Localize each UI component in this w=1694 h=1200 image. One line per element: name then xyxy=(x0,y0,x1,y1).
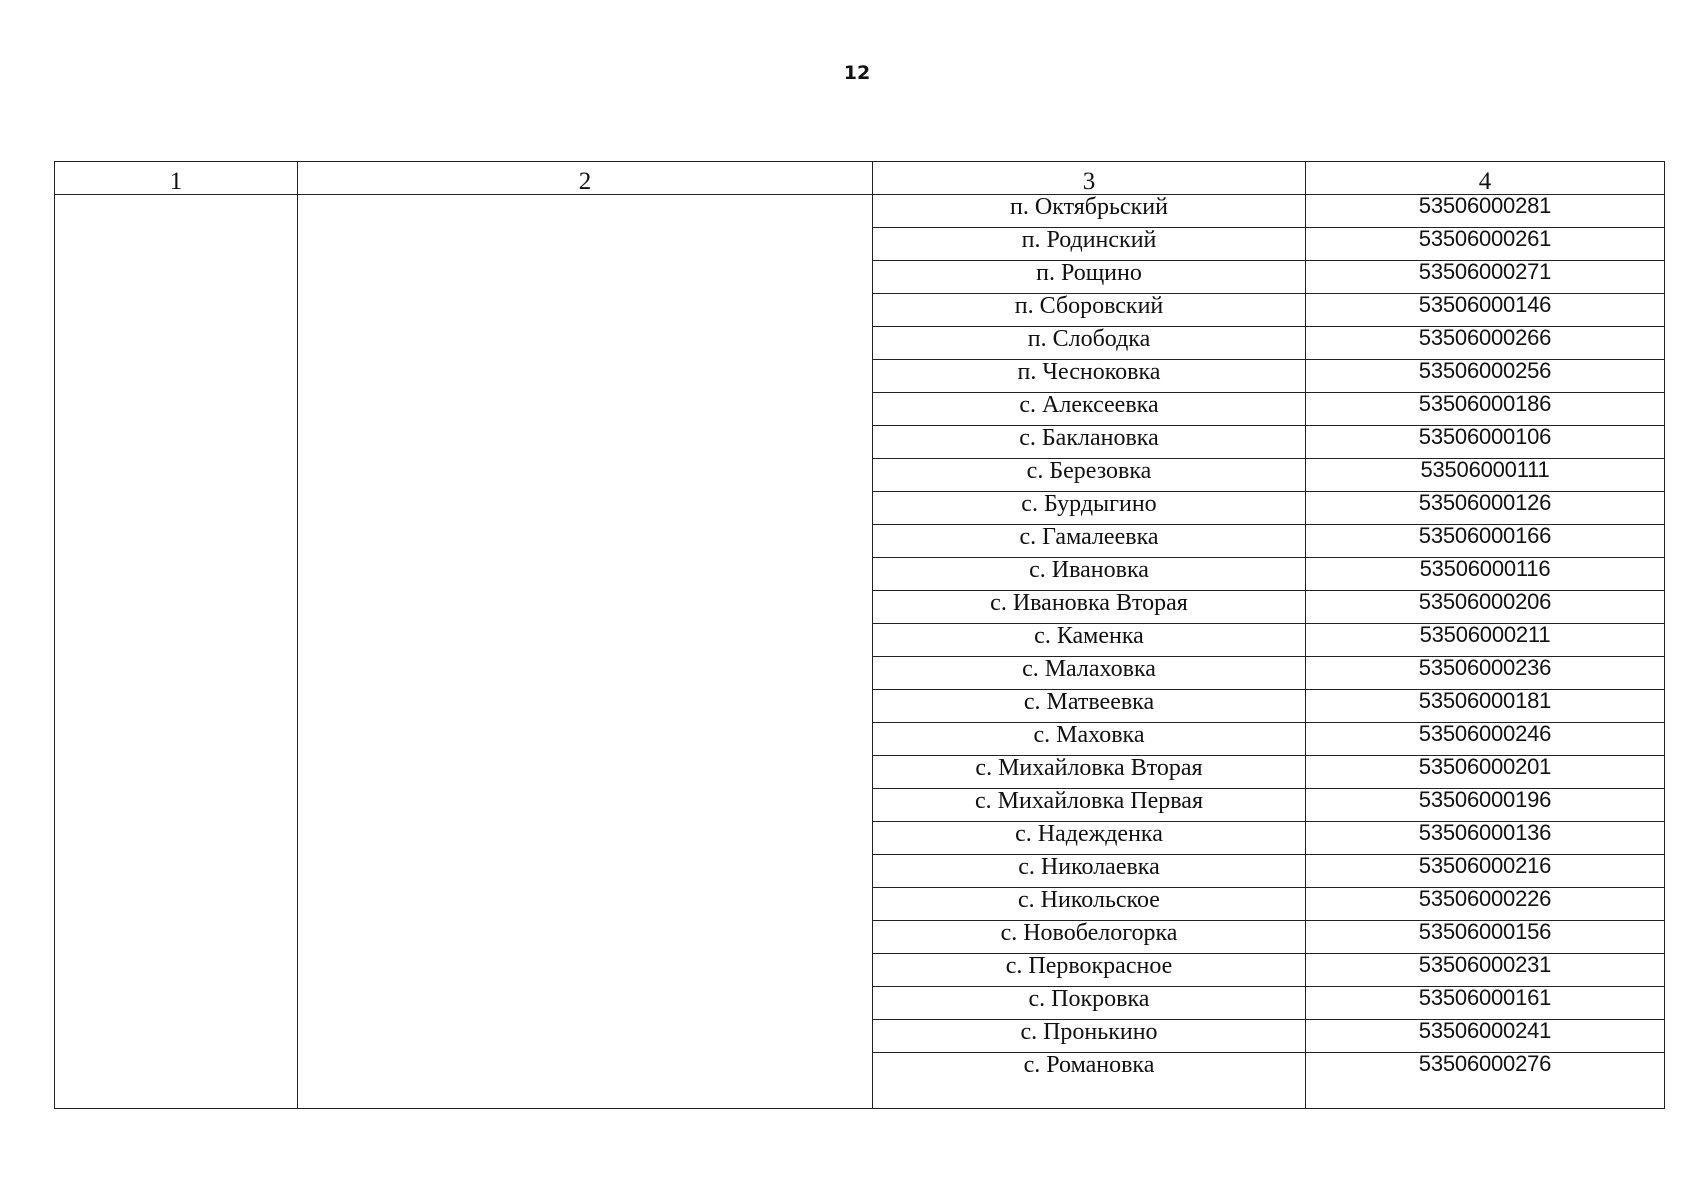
settlement-name: п. Рощино xyxy=(873,261,1306,294)
settlement-name: с. Алексеевка xyxy=(873,393,1306,426)
settlement-code: 53506000196 xyxy=(1306,789,1665,822)
page-number: 12 xyxy=(843,62,871,84)
settlement-code: 53506000146 xyxy=(1306,294,1665,327)
settlement-name: п. Сборовский xyxy=(873,294,1306,327)
settlement-code: 53506000126 xyxy=(1306,492,1665,525)
settlement-code: 53506000256 xyxy=(1306,360,1665,393)
settlement-name: с. Михайловка Первая xyxy=(873,789,1306,822)
settlement-code: 53506000261 xyxy=(1306,228,1665,261)
settlement-name: с. Новобелогорка xyxy=(873,921,1306,954)
settlement-code: 53506000106 xyxy=(1306,426,1665,459)
column-header-3: 3 xyxy=(873,162,1306,195)
settlement-name: с. Пронькино xyxy=(873,1020,1306,1053)
settlement-name: с. Романовка xyxy=(873,1053,1306,1109)
settlement-code: 53506000281 xyxy=(1306,195,1665,228)
settlement-name: с. Каменка xyxy=(873,624,1306,657)
settlement-code: 53506000186 xyxy=(1306,393,1665,426)
column-2-cell xyxy=(298,195,873,1109)
settlement-code: 53506000111 xyxy=(1306,459,1665,492)
settlement-name: с. Матвеевка xyxy=(873,690,1306,723)
settlement-name: с. Первокрасное xyxy=(873,954,1306,987)
settlement-name: п. Октябрьский xyxy=(873,195,1306,228)
settlement-code: 53506000276 xyxy=(1306,1053,1665,1109)
settlement-name: с. Ивановка xyxy=(873,558,1306,591)
settlement-name: с. Ивановка Вторая xyxy=(873,591,1306,624)
settlement-code: 53506000166 xyxy=(1306,525,1665,558)
settlement-code: 53506000181 xyxy=(1306,690,1665,723)
settlement-name: п. Слободка xyxy=(873,327,1306,360)
settlement-name: п. Чесноковка xyxy=(873,360,1306,393)
settlement-code: 53506000216 xyxy=(1306,855,1665,888)
settlement-code: 53506000206 xyxy=(1306,591,1665,624)
column-header-4: 4 xyxy=(1306,162,1665,195)
settlement-code: 53506000236 xyxy=(1306,657,1665,690)
settlement-code: 53506000211 xyxy=(1306,624,1665,657)
settlement-code: 53506000201 xyxy=(1306,756,1665,789)
settlement-name: с. Михайловка Вторая xyxy=(873,756,1306,789)
table-row xyxy=(55,195,1665,228)
column-header-1: 1 xyxy=(55,162,298,195)
settlement-code: 53506000231 xyxy=(1306,954,1665,987)
settlement-code: 53506000161 xyxy=(1306,987,1665,1020)
settlement-code: 53506000226 xyxy=(1306,888,1665,921)
settlements-table xyxy=(54,161,1665,1109)
settlement-code: 53506000241 xyxy=(1306,1020,1665,1053)
settlement-name: п. Родинский xyxy=(873,228,1306,261)
column-1-cell xyxy=(55,195,298,1109)
settlement-code: 53506000271 xyxy=(1306,261,1665,294)
settlement-code: 53506000116 xyxy=(1306,558,1665,591)
settlement-name: с. Никольское xyxy=(873,888,1306,921)
settlement-name: с. Маховка xyxy=(873,723,1306,756)
column-header-2: 2 xyxy=(298,162,873,195)
settlement-name: с. Бурдыгино xyxy=(873,492,1306,525)
settlement-name: с. Гамалеевка xyxy=(873,525,1306,558)
settlement-name: с. Николаевка xyxy=(873,855,1306,888)
settlement-code: 53506000266 xyxy=(1306,327,1665,360)
settlement-name: с. Малаховка xyxy=(873,657,1306,690)
settlement-code: 53506000136 xyxy=(1306,822,1665,855)
settlement-name: с. Баклановка xyxy=(873,426,1306,459)
header-row xyxy=(55,162,1665,195)
settlement-name: с. Березовка xyxy=(873,459,1306,492)
table-body xyxy=(55,195,1665,1109)
settlement-code: 53506000246 xyxy=(1306,723,1665,756)
settlement-code: 53506000156 xyxy=(1306,921,1665,954)
settlement-name: с. Надежденка xyxy=(873,822,1306,855)
settlement-name: с. Покровка xyxy=(873,987,1306,1020)
